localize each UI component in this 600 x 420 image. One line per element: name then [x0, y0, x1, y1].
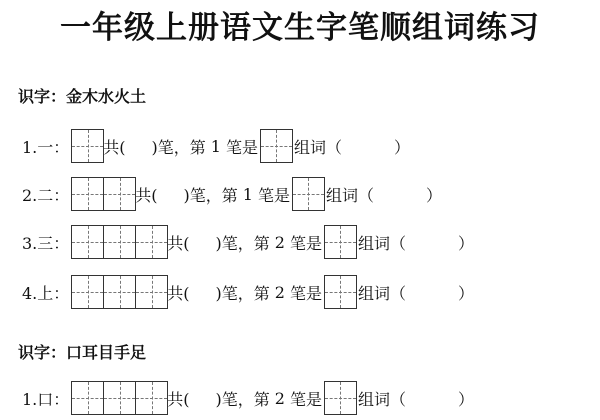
word-label: 组词（ [357, 283, 406, 303]
stroke-count-close: )笔，第 [215, 389, 270, 409]
word-close: ） [458, 233, 475, 253]
section-heading [18, 342, 146, 364]
stroke-count-close: )笔，第 [215, 233, 270, 253]
stroke-count-open: 共( [167, 389, 190, 409]
stroke-order-number: 2 [274, 388, 285, 408]
section-characters: 口耳目手足 [66, 343, 147, 362]
stroke-is-label: 笔是 [289, 389, 322, 409]
stroke-order-number: 2 [274, 232, 285, 252]
tian-zi-box[interactable] [324, 275, 357, 309]
stroke-count-open: 共( [167, 233, 190, 253]
stroke-is-label: 笔是 [289, 283, 322, 303]
exercise-row [22, 176, 442, 212]
tian-zi-box[interactable] [71, 381, 104, 415]
tian-zi-box[interactable] [71, 177, 104, 211]
section-heading [18, 86, 146, 108]
tian-zi-box[interactable] [135, 225, 168, 259]
tian-zi-box[interactable] [324, 225, 357, 259]
exercise-row [22, 274, 474, 310]
tian-zi-box[interactable] [103, 275, 136, 309]
section-label: 识字： [18, 343, 67, 362]
word-close: ） [458, 389, 475, 409]
row-label: 3.三： [22, 233, 70, 253]
word-close: ） [394, 137, 411, 157]
exercise-row [22, 380, 474, 416]
stroke-is-label: 笔是 [257, 185, 290, 205]
stroke-writing-grid[interactable] [71, 129, 103, 163]
word-close: ） [458, 283, 475, 303]
stroke-answer-grid[interactable] [292, 177, 324, 211]
tian-zi-box[interactable] [260, 129, 293, 163]
tian-zi-box[interactable] [324, 381, 357, 415]
row-label: 1.口： [22, 389, 70, 409]
tian-zi-box[interactable] [135, 381, 168, 415]
word-label: 组词（ [357, 233, 406, 253]
section-label: 识字： [18, 87, 67, 106]
stroke-writing-grid[interactable] [71, 275, 167, 309]
row-label: 1.一： [22, 137, 70, 157]
stroke-count-close: )笔，第 [183, 185, 238, 205]
stroke-count-open: 共( [167, 283, 190, 303]
tian-zi-box[interactable] [292, 177, 325, 211]
stroke-order-number: 2 [274, 282, 285, 302]
row-label: 4.上： [22, 283, 70, 303]
tian-zi-box[interactable] [103, 381, 136, 415]
exercise-row [22, 224, 474, 260]
stroke-count-open: 共( [135, 185, 158, 205]
tian-zi-box[interactable] [71, 275, 104, 309]
stroke-count-open: 共( [103, 137, 126, 157]
row-label: 2.二： [22, 185, 70, 205]
stroke-writing-grid[interactable] [71, 381, 167, 415]
tian-zi-box[interactable] [103, 177, 136, 211]
page-title: 一年级上册语文生字笔顺组词练习 [60, 10, 540, 46]
tian-zi-box[interactable] [71, 225, 104, 259]
stroke-order-number: 1 [242, 184, 253, 204]
stroke-answer-grid[interactable] [324, 381, 356, 415]
tian-zi-box[interactable] [103, 225, 136, 259]
word-label: 组词（ [325, 185, 374, 205]
exercise-row [22, 128, 410, 164]
stroke-is-label: 笔是 [225, 137, 258, 157]
section-characters: 金木水火土 [66, 87, 147, 106]
word-label: 组词（ [293, 137, 342, 157]
word-label: 组词（ [357, 389, 406, 409]
stroke-order-number: 1 [210, 136, 221, 156]
stroke-writing-grid[interactable] [71, 225, 167, 259]
stroke-count-close: )笔，第 [151, 137, 206, 157]
tian-zi-box[interactable] [135, 275, 168, 309]
stroke-writing-grid[interactable] [71, 177, 135, 211]
stroke-answer-grid[interactable] [324, 275, 356, 309]
stroke-is-label: 笔是 [289, 233, 322, 253]
stroke-count-close: )笔，第 [215, 283, 270, 303]
stroke-answer-grid[interactable] [324, 225, 356, 259]
stroke-answer-grid[interactable] [260, 129, 292, 163]
word-close: ） [426, 185, 443, 205]
tian-zi-box[interactable] [71, 129, 104, 163]
